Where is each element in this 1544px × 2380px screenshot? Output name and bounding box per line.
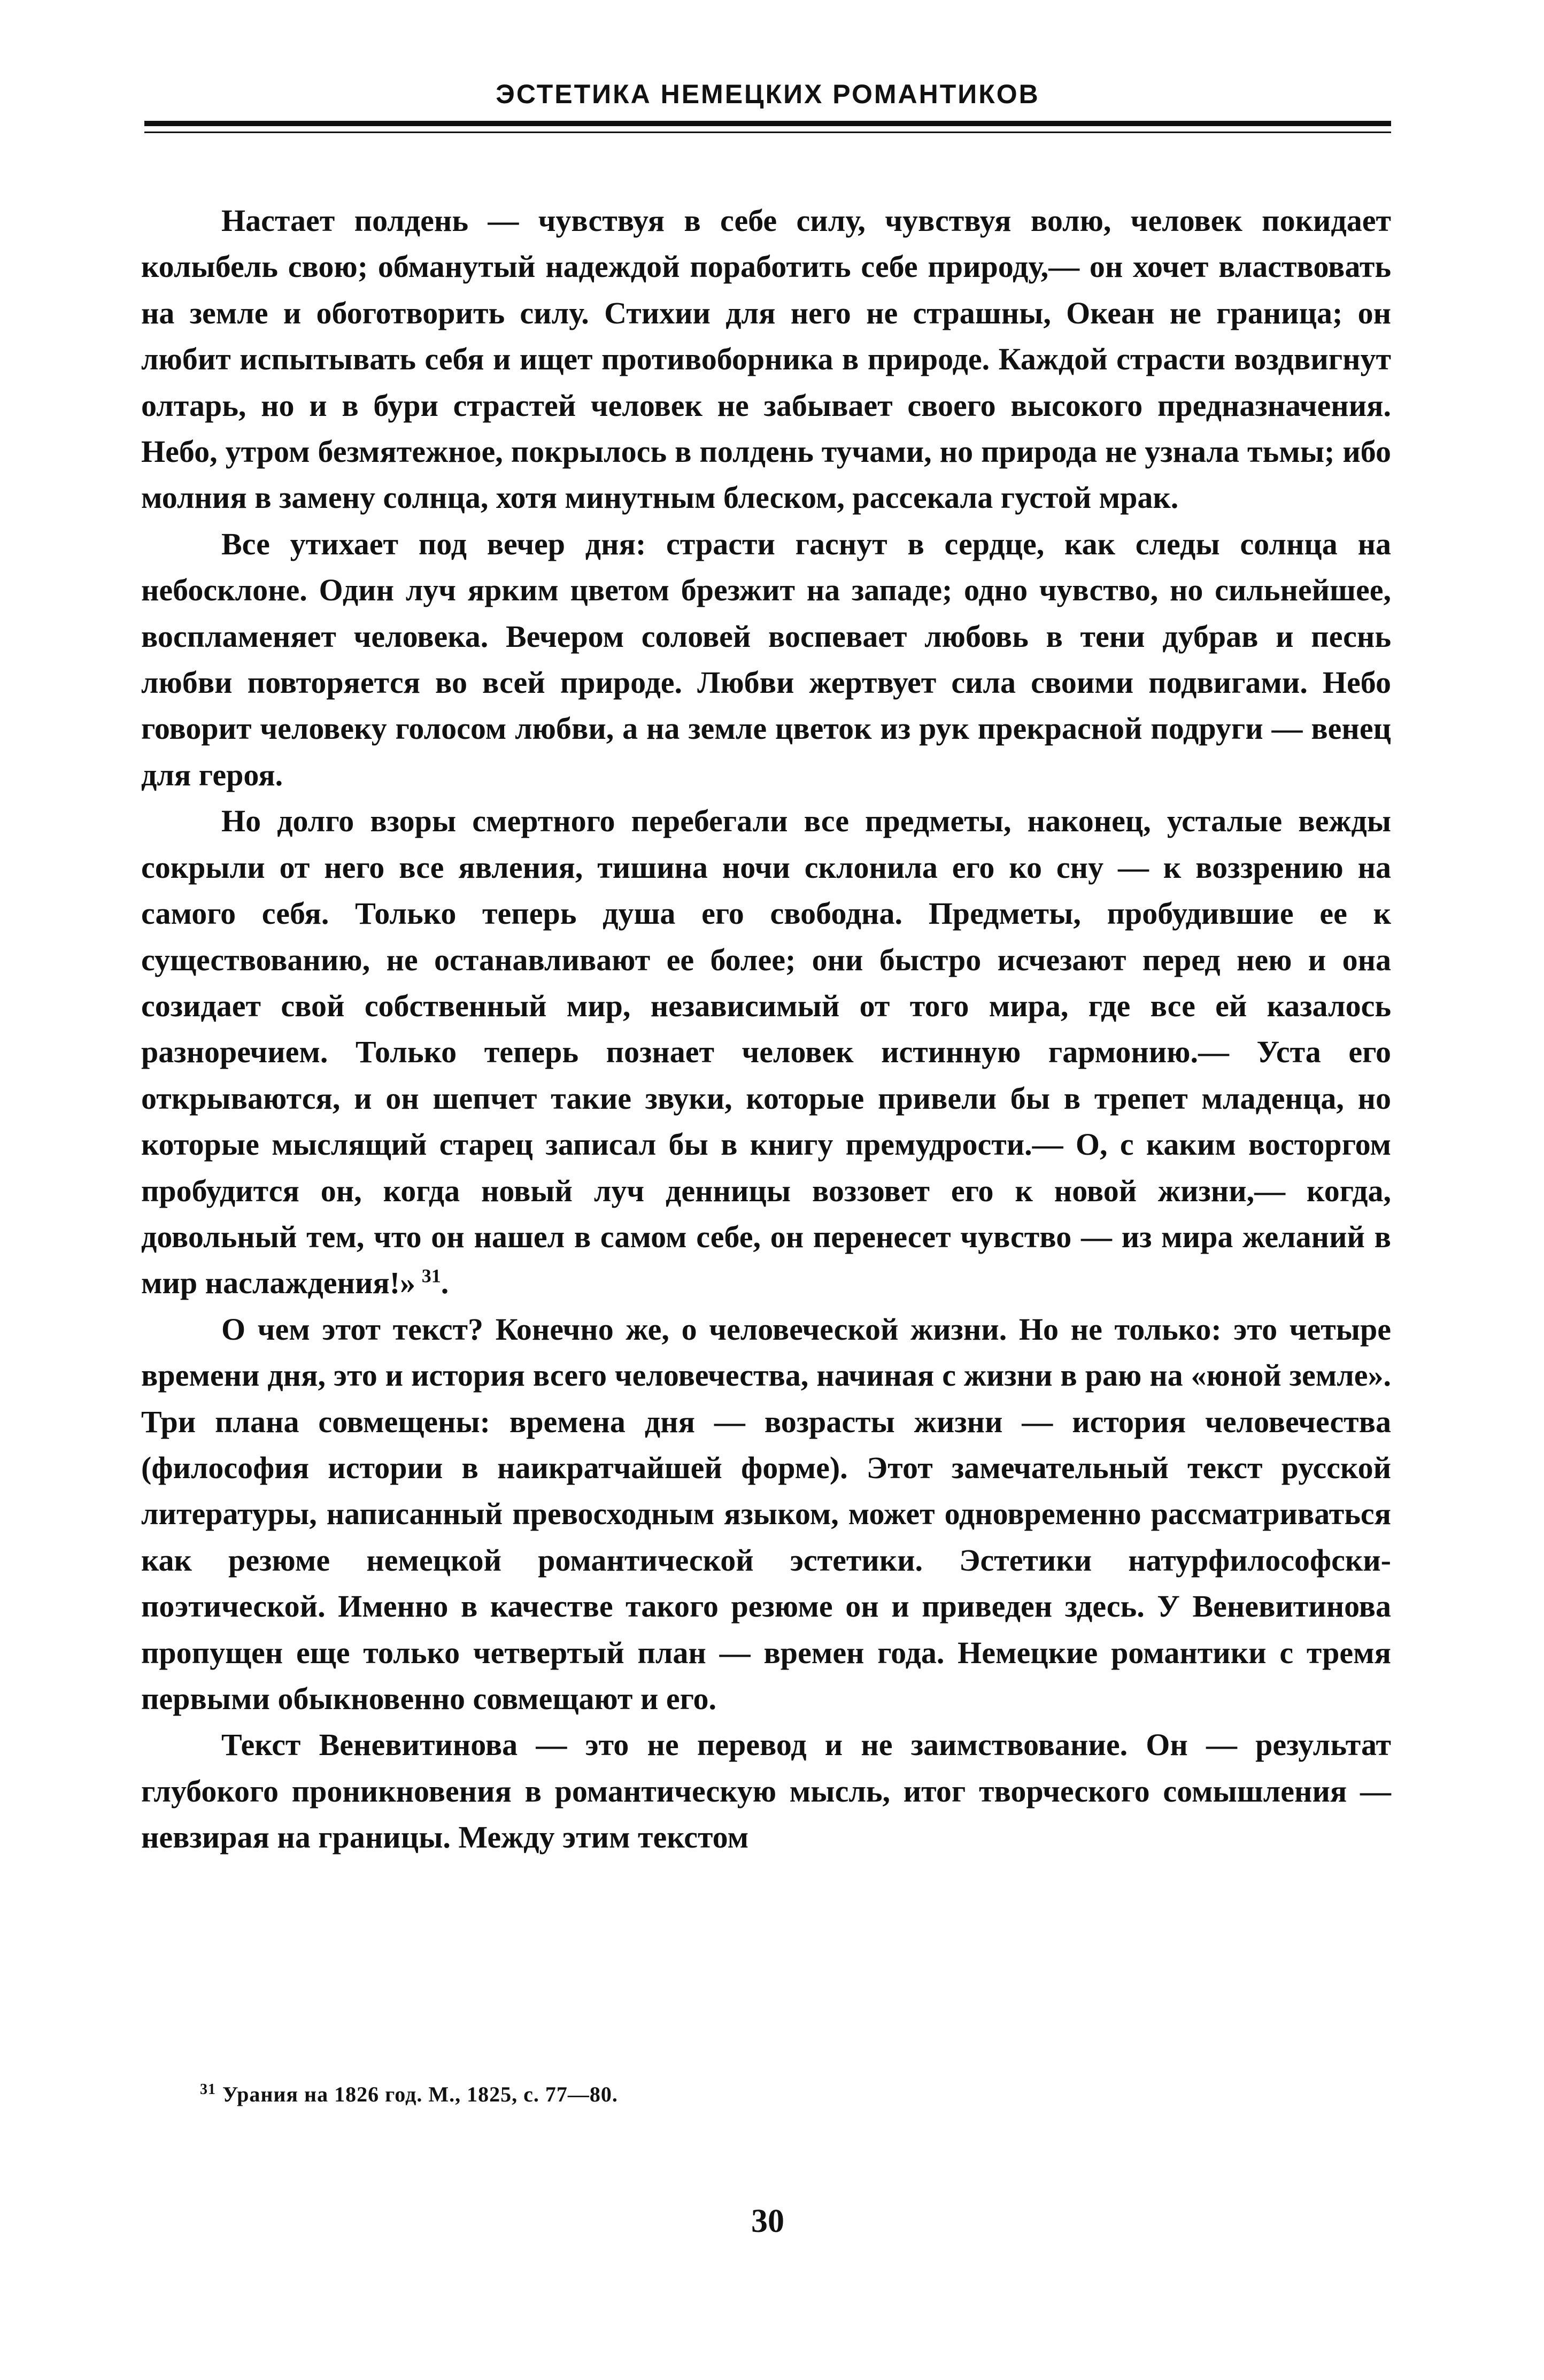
footnote-reference-trailing: . — [441, 1265, 449, 1301]
paragraph-text: Но долго взоры смертного перебегали все предметы, наконец, усталые вежды сокрыли от него все явления, тишина ночи склонила его ко сну — к воззрению на самого себя. Только теперь душа его свободна. Предметы, пробудившие ее к существованию, не останавливают ее более; они быстро исчезают перед нею и она созидает свой собственный мир, независимый от того мира, где все ей казалось разноречием. Только теперь познает человек истинную гармонию.— Уста его открываются, и он шепчет такие звуки, которые привели бы в трепет младенца, но которые мыслящий старец записал бы в книгу премудрости.— О, с каким восторгом пробудится он, когда новый луч денницы воззовет его к новой жизни,— когда, довольный тем, что он нашел в самом себе, он перенесет чувство — из мира желаний в мир наслаждения!» — [141, 803, 1391, 1301]
running-title: ЭСТЕТИКА НЕМЕЦКИХ РОМАНТИКОВ — [496, 79, 1040, 109]
header-rule-thin — [144, 132, 1391, 133]
paragraph: Все утихает под вечер дня: страсти гаснут в сердце, как следы солнца на небосклоне. Один луч ярким цветом брезжит на западе; одно чувство, но сильнейшее, воспламеняет человека. Вечером соловей воспевает любовь в тени дубрав и песнь любви повторяется во всей природе. Любви жертвует сила своими подвигами. Небо говорит человеку голосом любви, а на земле цветок из рук прекрасной подруги — венец для героя. — [141, 526, 1391, 792]
footnote — [141, 2080, 1391, 2109]
footnote-number: 31 — [200, 2081, 216, 2098]
paragraph — [141, 798, 1391, 1306]
paragraph: О чем этот текст? Конечно же, о человеческой жизни. Но не только: это четыре времени дня, это и история всего человечества, начиная с жизни в раю на «юной земле». Три плана совмещены: времена дня — возрасты жизни — история человечества (философия истории в наикратчайшей форме). Этот замечательный текст русской литературы, написанный превосходным языком, может одновременно рассматриваться как резюме немецкой романтической эстетики. Эстетики натурфилософски-поэтической. Именно в качестве такого резюме он и приведен здесь. У Веневитинова пропущен еще только четвертый план — времен года. Немецкие романтики с тремя первыми обыкновенно совмещают и его. — [141, 1311, 1391, 1716]
header-rule-thick — [144, 121, 1391, 126]
page-number: 30 — [751, 2203, 784, 2239]
paragraph: Текст Веневитинова — это не перевод и не заимствование. Он — результат глубокого проникновения в романтическую мысль, итог творческого сомышления — невзирая на границы. Между этим текстом — [141, 1727, 1391, 1855]
main-text — [141, 198, 1391, 1861]
footnote-text: Урания на 1826 год. М., 1825, с. 77—80. — [222, 2082, 618, 2106]
paragraph: Настает полдень — чувствуя в себе силу, чувствуя волю, человек покидает колыбель свою; обманутый надеждой поработить себе природу,— он хочет властвовать на земле и обоготворить силу. Стихии для него не страшны, Океан не граница; он любит испытывать себя и ищет противоборника в природе. Каждой страсти воздвигнут олтарь, но и в бури страстей человек не забывает своего высокого предназначения. Небо, утром безмятежное, покрылось в полдень тучами, но природа не узнала тьмы; ибо молния в замену солнца, хотя минутным блеском, рассекала густой мрак. — [141, 203, 1391, 515]
footnote-reference: 31 — [421, 1265, 441, 1287]
